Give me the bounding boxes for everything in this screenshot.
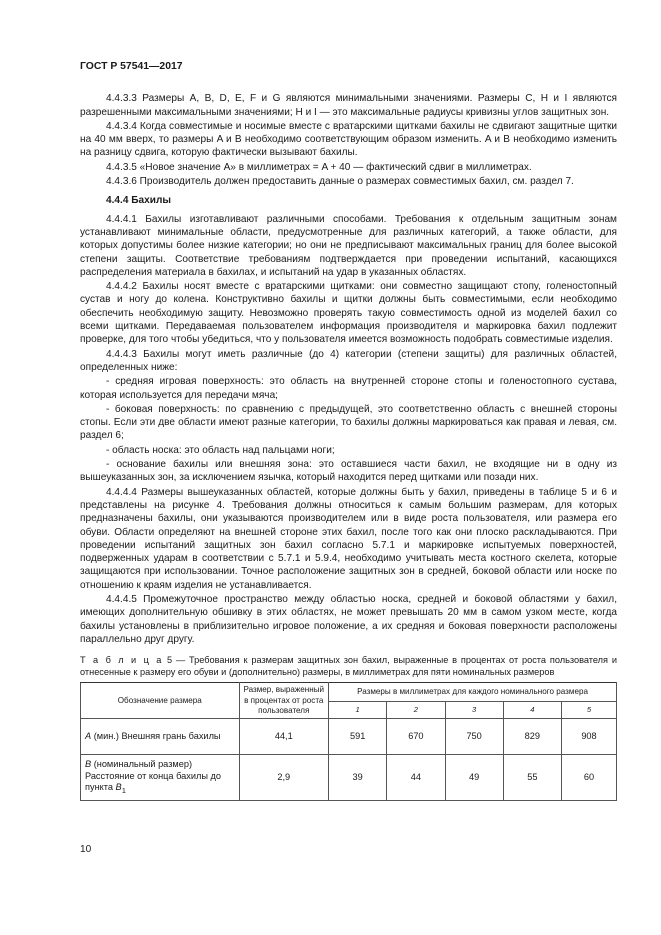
paragraph-4-4-3-6: 4.4.3.6 Производитель должен предоставить данные о размерах совместимых бахил, см. раздел 7. — [106, 176, 574, 188]
header-size-3: 3 — [445, 702, 503, 719]
table-row — [81, 755, 617, 801]
row-b-size-3: 49 — [445, 755, 503, 801]
row-b-percent: 2,9 — [239, 755, 329, 801]
header-size-4: 4 — [503, 702, 561, 719]
paragraph-4-4-4-5: 4.4.4.5 Промежуточное пространство между областью носка, средней и боковой областями у бахил, имеющих дополнительную обшивку в этих областях, не может превышать 20 мм в самом узком месте, когда бахилы установлены в приблизительно игровое положение, а их средняя и боковая поверхности расположены параллельно друг другу. — [80, 593, 617, 645]
header-percent: Размер, выраженный в процентах от роста пользователя — [239, 683, 329, 719]
section-title: 4.4.4 Бахилы — [106, 195, 171, 207]
list-item-toe-area: - область носка: это область над пальцами ноги; — [106, 444, 335, 456]
row-b-label — [81, 755, 240, 801]
row-a-var: A — [85, 731, 92, 741]
row-b-size-5: 60 — [561, 755, 616, 801]
paragraph-4-4-3-4: 4.4.3.4 Когда совместимые и носимые вместе с вратарскими щитками бахилы не сдвигают защитные щитки на 40 мм вверх, то размеры A и B необходимо соответствующим образом изменить. A и B необходимо изменить на разницу сдвига, которую фактически вызывают бахилы. — [80, 120, 617, 159]
row-b-size-2: 44 — [387, 755, 445, 801]
paragraph-4-4-4-1: 4.4.4.1 Бахилы изготавливают различными способами. Требования к отдельным защитным зонам устанавливают минимальные области, предусмотренные для различных категорий, а также области, для которых допустимы более низкие категории; но они не предписывают максимальных границ для более высокой степени защиты. Соответствие требованиям подтверждается при проведении испытаний, касающихся распределения материала в бахилах, и испытаний на удар в указанных областях. — [80, 213, 617, 278]
paragraph-4-4-3-5: 4.4.3.5 «Новое значение A» в миллиметрах = A + 40 — фактический сдвиг в миллиметрах. — [106, 161, 532, 173]
paragraph-4-4-4-2: 4.4.4.2 Бахилы носят вместе с вратарскими щитками: они совместно защищают стопу, голеностопный сустав и ногу до колена. Конструктивно бахилы и щитки должны быть совместимыми, если необходимо обеспечить необходимую защиту. Невозможно проверять такую совместимость одной из моделей бахил со всеми щитками. Передаваемая пользователем информация производителя и маркировка бахил подлежит проверке, для того чтобы убедиться, что у пользователя имеется возможность подобрать совместимые изделия. — [80, 281, 617, 346]
paragraph-4-4-4-3: 4.4.4.3 Бахилы могут иметь различные (до 4) категории (степени защиты) для различных областей, определенных ниже: — [80, 348, 617, 373]
list-item-side-surface: - боковая поверхность: по сравнению с предыдущей, это соответственно область с внешней стороны стопы. Если эти две области имеют разные категории, то бахилы должны маркироваться как правая и левая, см. раздел 6; — [80, 403, 617, 442]
row-a-size-4: 829 — [503, 719, 561, 755]
list-item-base-zone: - основание бахилы или внешняя зона: это оставшиеся части бахил, не входящие ни в одну из вышеуказанных зон, за исключением язычка, который находится перед щитками или позади них. — [80, 459, 617, 484]
header-size-2: 2 — [387, 702, 445, 719]
header-size-5: 5 — [561, 702, 616, 719]
table-caption-text: — Требования к размерам защитных зон бахил, выраженные в процентах от роста пользователя и отнесенные к размеру его обуви и (дополнительно) размеры, в миллиметрах для пяти номинальных размеров — [80, 655, 617, 677]
row-b-var: B — [85, 759, 92, 770]
paragraph-4-4-4-4: 4.4.4.4 Размеры вышеуказанных областей, которые должны быть у бахил, приведены в таблице 5 и 6 и представлены на рисунке 4. Требования должны относиться к самым большим размерам, для которых предназначены бахилы, они указываются производителем или в виде роста пользователя, или размера его обуви. Области определяют на внешней стороне этих бахил, после того как они плоско раскладываются. При проведении испытаний защитных зон бахил согласно 5.7.1 и маркировке испытуемых поверхностей, подверженных ударам в соответствии с 5.7.1 и 5.9.4, необходимо учитывать места костного скелета, которые защищаются при использовании. Точное расположение защитных зон в средней, боковой области или носке по отношению к краям изделия не устанавливается. — [80, 486, 617, 591]
page-number: 10 — [80, 844, 92, 855]
header-designation: Обозначение размера — [81, 683, 240, 719]
table-caption — [80, 655, 617, 678]
row-a-size-1: 591 — [329, 719, 387, 755]
header-size-1: 1 — [329, 702, 387, 719]
row-a-label — [81, 719, 240, 755]
row-b-subscript: 1 — [121, 785, 126, 795]
row-a-size-3: 750 — [445, 719, 503, 755]
row-b-size-4: 55 — [503, 755, 561, 801]
row-b-text: (номинальный размер) Расстояние от конца бахилы до пункта — [85, 759, 221, 793]
table-row — [81, 719, 617, 755]
list-item-middle-surface: - средняя игровая поверхность: это область на внутренней стороне стопы и голеностопного сустава, которая используется для передачи мяча; — [80, 376, 617, 401]
document-header: ГОСТ Р 57541—2017 — [80, 61, 183, 72]
row-a-percent: 44,1 — [239, 719, 329, 755]
dimensions-table — [80, 682, 617, 801]
clause-4-4-4-block — [80, 213, 617, 647]
table-caption-number: 5 — [167, 655, 173, 666]
clause-4-4-3-block — [80, 92, 617, 188]
row-a-size-5: 908 — [561, 719, 616, 755]
row-a-text: (мин.) Внешняя грань бахилы — [91, 731, 221, 741]
table-caption-prefix: Т а б л и ц а — [80, 655, 164, 666]
row-b-size-1: 39 — [329, 755, 387, 801]
row-b-sub-var: B — [115, 782, 122, 793]
row-a-size-2: 670 — [387, 719, 445, 755]
header-mm-group: Размеры в миллиметрах для каждого номинального размера — [329, 683, 617, 702]
paragraph-4-4-3-3: 4.4.3.3 Размеры A, B, D, E, F и G являются минимальными значениями. Размеры C, H и I являются разрешенными максимальными значениями; H и I — это максимальные радиусы кривизны углов защитных зон. — [80, 93, 617, 118]
